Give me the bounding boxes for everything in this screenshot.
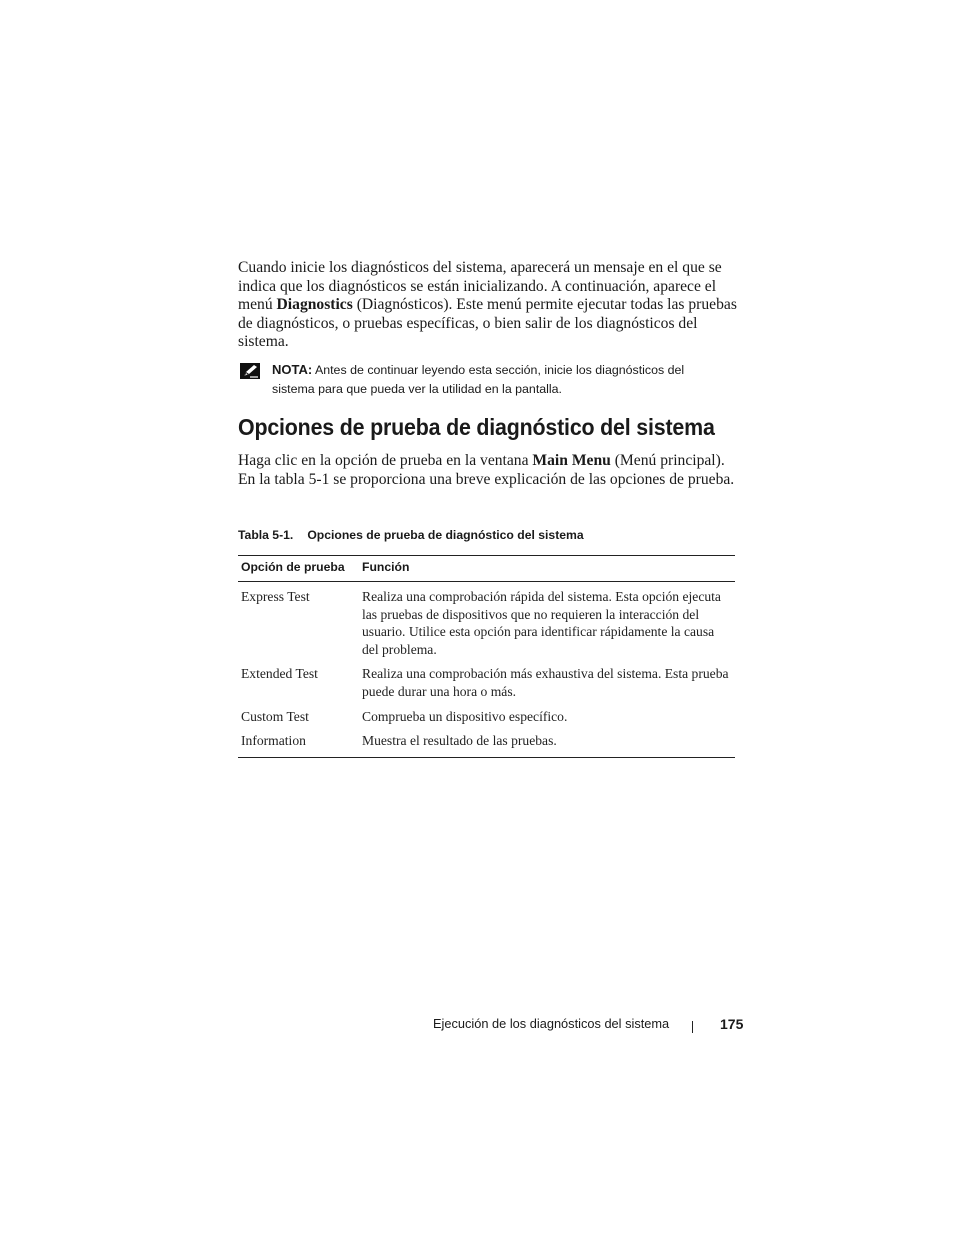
- table-caption-number: Tabla 5-1.: [238, 528, 294, 542]
- option-cell: Extended Test: [241, 666, 318, 682]
- note-body: Antes de continuar leyendo esta sección, inicie los diagnósticos del sistema para que pueda ver la utilidad en la pantalla.: [272, 363, 685, 396]
- footer-separator: [692, 1021, 693, 1033]
- intro-text-2: (Diagnósticos). Este menú permite ejecutar todas las pruebas de diagnósticos, o pruebas específicas, o bien salir de los diagnósticos del sistema.: [238, 296, 737, 351]
- intro-text-1: Cuando inicie los diagnósticos del sistema, aparecerá un mensaje en el que se indica que los diagnósticos se están inicializando. A continuación, aparece el menú: [238, 259, 722, 314]
- note-label: NOTA:: [272, 362, 313, 377]
- table-row: [238, 582, 735, 666]
- header-option: Opción de prueba: [241, 560, 345, 574]
- intro-bold-term: Diagnostics: [276, 296, 353, 314]
- function-cell: Comprueba un dispositivo específico.: [362, 708, 568, 724]
- function-cell: Realiza una comprobación rápida del sistema. Esta opción ejecuta las pruebas de dispositivos que no requieren la interacción del usuario. Utilice esta opción para identificar rápidamente la causa del problema.: [362, 589, 721, 657]
- table-row: [238, 708, 735, 733]
- function-cell: Realiza una comprobación más exhaustiva del sistema. Esta prueba puede durar una hora o más.: [362, 666, 729, 699]
- table-row: [238, 665, 735, 707]
- table-header-row: [238, 556, 735, 582]
- note-box: [238, 361, 738, 398]
- table-caption: [238, 528, 584, 542]
- note-pencil-icon: [240, 363, 260, 379]
- table-caption-title: Opciones de prueba de diagnóstico del sistema: [307, 528, 584, 542]
- page-number: 175: [720, 1016, 744, 1032]
- option-cell: Information: [241, 733, 306, 749]
- instruction-paragraph: [238, 452, 738, 489]
- para2-text-1: Haga clic en la opción de prueba en la ventana: [238, 452, 533, 469]
- para2-bold-term: Main Menu: [532, 452, 611, 469]
- para2-text-2: (Menú principal). En la tabla 5-1 se proporciona una breve explicación de las opciones de prueba.: [238, 452, 735, 488]
- footer-section-title: Ejecución de los diagnósticos del sistema: [433, 1016, 670, 1031]
- section-heading: Opciones de prueba de diagnóstico del sistema: [238, 414, 715, 440]
- header-function: Función: [362, 560, 410, 574]
- option-cell: Custom Test: [241, 708, 309, 724]
- function-cell: Muestra el resultado de las pruebas.: [362, 733, 557, 749]
- page-footer: [433, 1016, 744, 1032]
- option-cell: Express Test: [241, 589, 310, 604]
- note-text: [272, 361, 712, 398]
- test-options-table: [238, 555, 735, 758]
- table-row: [238, 732, 735, 757]
- intro-paragraph: [238, 259, 738, 352]
